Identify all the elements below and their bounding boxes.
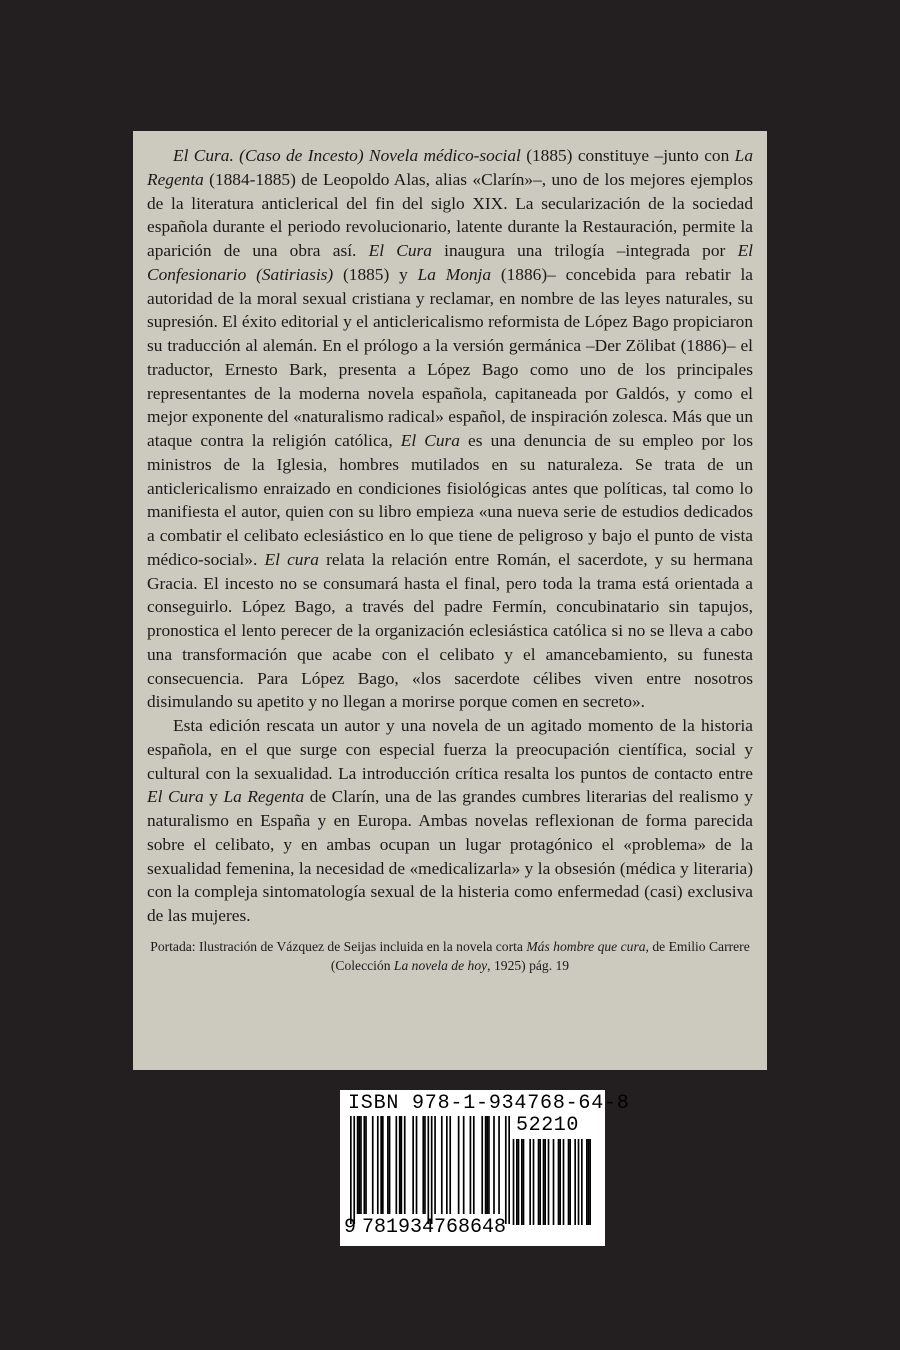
barcode-bar	[382, 1116, 384, 1214]
addon-bar	[589, 1139, 591, 1225]
addon-bar	[521, 1139, 523, 1225]
isbn-barcode	[340, 1090, 630, 1246]
barcode-bar	[458, 1116, 460, 1214]
barcode-bar	[427, 1116, 429, 1224]
barcode-bar	[485, 1116, 487, 1214]
addon-bar	[516, 1139, 518, 1225]
addon-bar	[548, 1139, 550, 1225]
barcode-bar	[508, 1116, 510, 1224]
barcode-bar	[357, 1116, 359, 1214]
barcode-bar	[434, 1116, 436, 1214]
addon-bar	[533, 1139, 535, 1225]
addon-bar	[559, 1139, 561, 1225]
barcode-bar	[498, 1116, 500, 1214]
addon-bar	[558, 1139, 560, 1225]
barcode-bar	[505, 1116, 507, 1224]
barcode-bar	[416, 1116, 418, 1214]
cover-illustration-credit: Portada: Ilustración de Vázquez de Seijas incluida en la novela corta Más hombre que cura, de Emilio Carrere (Colección La novela de hoy, 1925) pág. 19	[150, 938, 750, 973]
price-code-label: 52210	[516, 1114, 580, 1137]
barcode-bar	[431, 1116, 433, 1224]
addon-bar	[544, 1139, 546, 1225]
addon-bar	[513, 1139, 515, 1225]
addon-bar	[523, 1139, 525, 1225]
synopsis-paragraph-2: Esta edición rescata un autor y una novela de un agitado momento de la historia española, en el que surge con especial fuerza la preocupación científica, social y cultural con la sexualidad. La introducción crítica resalta los puntos de contacto entre El Cura y La Regenta de Clarín, una de las grandes cumbres literarias del realismo y naturalismo en España y en Europa. Ambas novelas reflexionan de forma parecida sobre el celibato, y en ambas ocupan un lugar protagónico el «problema» de la sexualidad femenina, la necesidad de «medicalizarla» y la obsesión (médica y literaria) con la compleja sintomatología sexual de la histeria como enfermedad (casi) exclusiva de las mujeres.	[147, 716, 753, 925]
isbn-label: ISBN 978-1-934768-64-8	[348, 1092, 630, 1115]
barcode-bar	[470, 1116, 472, 1214]
addon-bar	[581, 1139, 583, 1225]
barcode-bar	[399, 1116, 401, 1214]
addon-bar	[518, 1139, 520, 1225]
barcode-bar	[358, 1116, 360, 1214]
barcode-bar	[493, 1116, 495, 1214]
barcode-bar	[422, 1116, 424, 1214]
barcode-bar	[360, 1116, 362, 1214]
addon-bar	[574, 1139, 576, 1225]
addon-bar	[578, 1139, 580, 1225]
barcode-bar	[350, 1116, 352, 1224]
addon-bar	[529, 1139, 531, 1225]
barcode-bar	[463, 1116, 465, 1214]
barcode-bar	[387, 1116, 389, 1214]
addon-bar	[553, 1139, 555, 1225]
addon-bar	[538, 1139, 540, 1225]
barcode-bar	[395, 1116, 397, 1214]
addon-bar	[563, 1139, 565, 1225]
barcode-bar	[363, 1116, 365, 1214]
back-cover-text-panel	[133, 131, 767, 1070]
barcode-bar	[449, 1116, 451, 1214]
barcode-bar	[389, 1116, 391, 1214]
barcode-bar	[377, 1116, 379, 1214]
barcode-bar	[473, 1116, 475, 1214]
barcode-bar	[412, 1116, 414, 1214]
addon-bar	[586, 1139, 588, 1225]
barcode-bar	[380, 1116, 382, 1214]
barcode-bar	[365, 1116, 367, 1214]
barcode-bar	[372, 1116, 374, 1214]
addon-bar	[568, 1139, 570, 1225]
barcode-bar	[404, 1116, 406, 1214]
addon-bar	[543, 1139, 545, 1225]
barcode-bar	[353, 1116, 355, 1224]
barcode-bar	[486, 1116, 488, 1214]
synopsis-paragraph-1: El Cura. (Caso de Incesto) Novela médico-social (1885) constituye –junto con La Regenta (1884-1885) de Leopoldo Alas, alias «Clarín»–, uno de los mejores ejemplos de la literatura anticlerical del fin del siglo XIX. La secularización de la sociedad española durante el periodo revolucionario, latente durante la Restauración, permite la aparición de una obra así. El Cura inaugura una trilogía –integrada por El Confesionario (Satiriasis) (1885) y La Monja (1886)– concebida para rebatir la autoridad de la moral sexual cristiana y reclamar, en nombre de las leyes naturales, su supresión. El éxito editorial y el anticlericalismo reformista de López Bago propiciaron su traducción al alemán. En el prólogo a la versión germánica –Der Zölibat (1886)– el traductor, Ernesto Bark, presenta a López Bago como uno de los principales representantes de la moderna novela española, capitaneada por Galdós, y como el mejor exponente del «naturalismo radical» español, de inspiración zolesca. Más que un ataque contra la religión católica, El Cura es una denuncia de su empleo por los ministros de la Iglesia, hombres mutilados en su naturaleza. Se trata de un anticlericalismo enraizado en condiciones fisiológicas antes que políticas, tal como lo manifiesta el autor, quien con su libro empieza «una nueva serie de estudios dedicados a combatir el celibato eclesiástico en lo que tiene de peligroso y bajo el punto de vista médico-social». El cura relata la relación entre Román, el sacerdote, y su hermana Gracia. El incesto no se consumará hasta el final, pero toda la trama está orientada a conseguirlo. López Bago, a través del padre Fermín, concubinatario sin tapujos, pronostica el lento perecer de la organización eclesiástica católica si no se lleva a cabo una transformación que acabe con el celibato y el amancebamiento, su funesta consecuencia. Para López Bago, «los sacerdote célibes viven entre nosotros disimulando su apetito y no llegan a morirse porque comen en secreto».	[147, 146, 754, 712]
barcode-bar	[424, 1116, 426, 1214]
barcode-bar	[441, 1116, 443, 1214]
barcode-bar	[481, 1116, 483, 1214]
ean13-bars	[350, 1116, 510, 1226]
addon-bar	[539, 1139, 541, 1225]
ean-digits: 9 781934768648	[344, 1216, 507, 1239]
addon-bar	[569, 1139, 571, 1225]
barcode-bar	[401, 1116, 403, 1214]
addon-bar	[588, 1139, 590, 1225]
price-addon-bars	[511, 1139, 591, 1226]
barcode-bar	[488, 1116, 490, 1214]
barcode-bar	[446, 1116, 448, 1214]
